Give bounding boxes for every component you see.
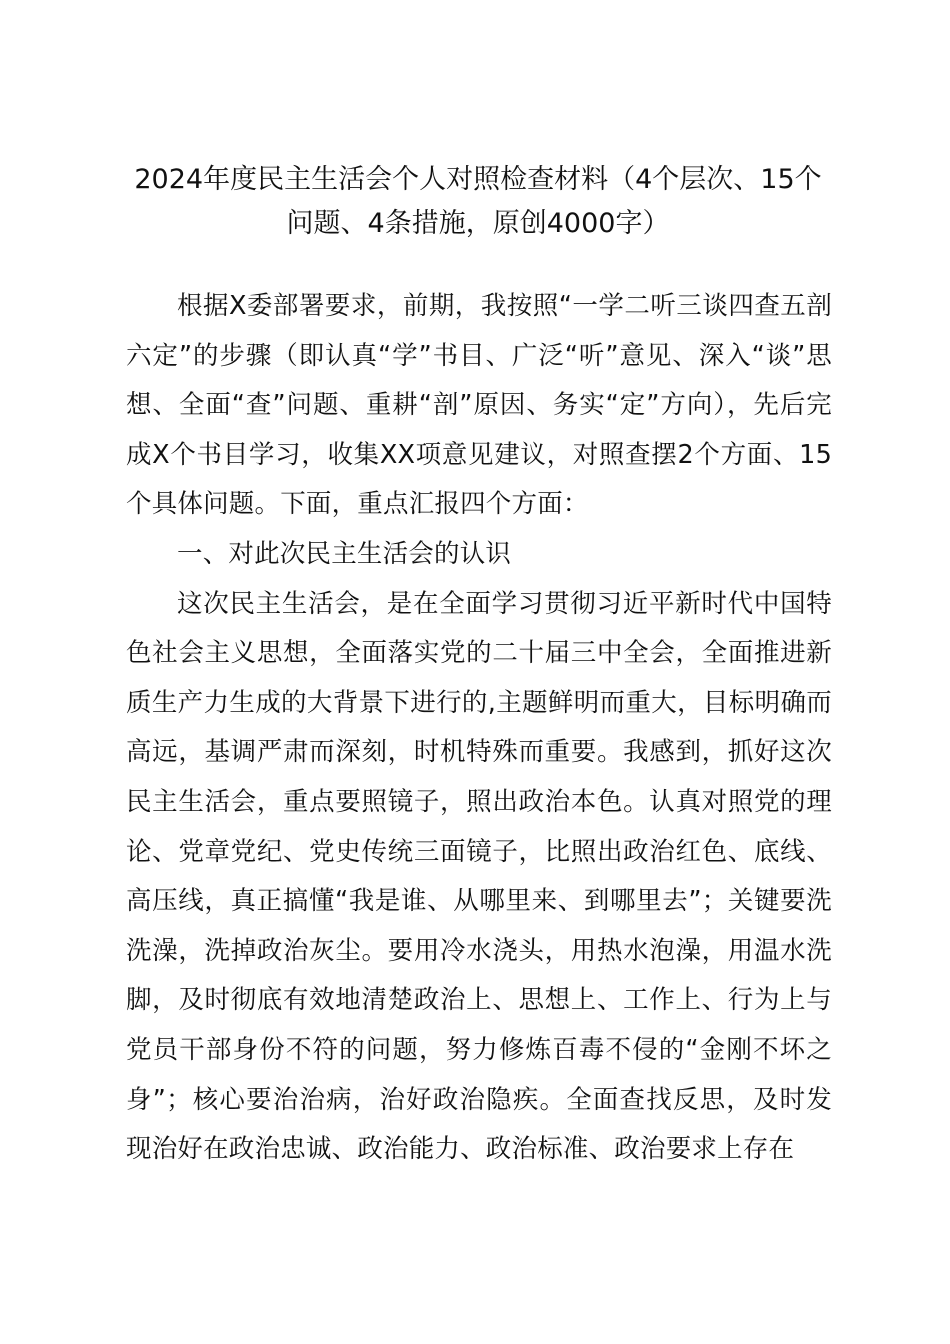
- section-heading-1: 一、对此次民主生活会的认识: [177, 538, 512, 569]
- intro-paragraph: 根据X委部署要求，前期，我按照“一学二听三谈四查五剖六定”的步骤（即认真“学”书目、广泛“听”意见、深入“谈”思想、全面“查”问题、重耕“剖”原因、务实“定”方向），先后完成X个书目学习，收集XX项意见建议，对照查摆2个方面、15个具体问题。下面，重点汇报四个方面：: [126, 291, 832, 520]
- document-title: 2024年度民主生活会个人对照检查材料（4个层次、15个问题、4条措施，原创4000字）: [134, 164, 822, 239]
- document-body: [126, 282, 832, 1175]
- body-paragraph: 这次民主生活会，是在全面学习贯彻习近平新时代中国特色社会主义思想，全面落实党的二十届三中全会，全面推进新质生产力生成的大背景下进行的,主题鲜明而重大，目标明确而高远，基调严肃而深刻，时机特殊而重要。我感到，抓好这次民主生活会，重点要照镜子，照出政治本色。认真对照党的理论、党章党纪、党史传统三面镜子，比照出政治红色、底线、高压线，真正搞懂“我是谁、从哪里来、到哪里去”；关键要洗洗澡，洗掉政治灰尘。要用冷水浇头，用热水泡澡，用温水洗脚，及时彻底有效地清楚政治上、思想上、工作上、行为上与党员干部身份不符的问题，努力修炼百毒不侵的“金刚不坏之身”；核心要治治病，治好政治隐疾。全面查找反思，及时发现治好在政治忠诚、政治能力、政治标准、政治要求上存在: [126, 588, 832, 1165]
